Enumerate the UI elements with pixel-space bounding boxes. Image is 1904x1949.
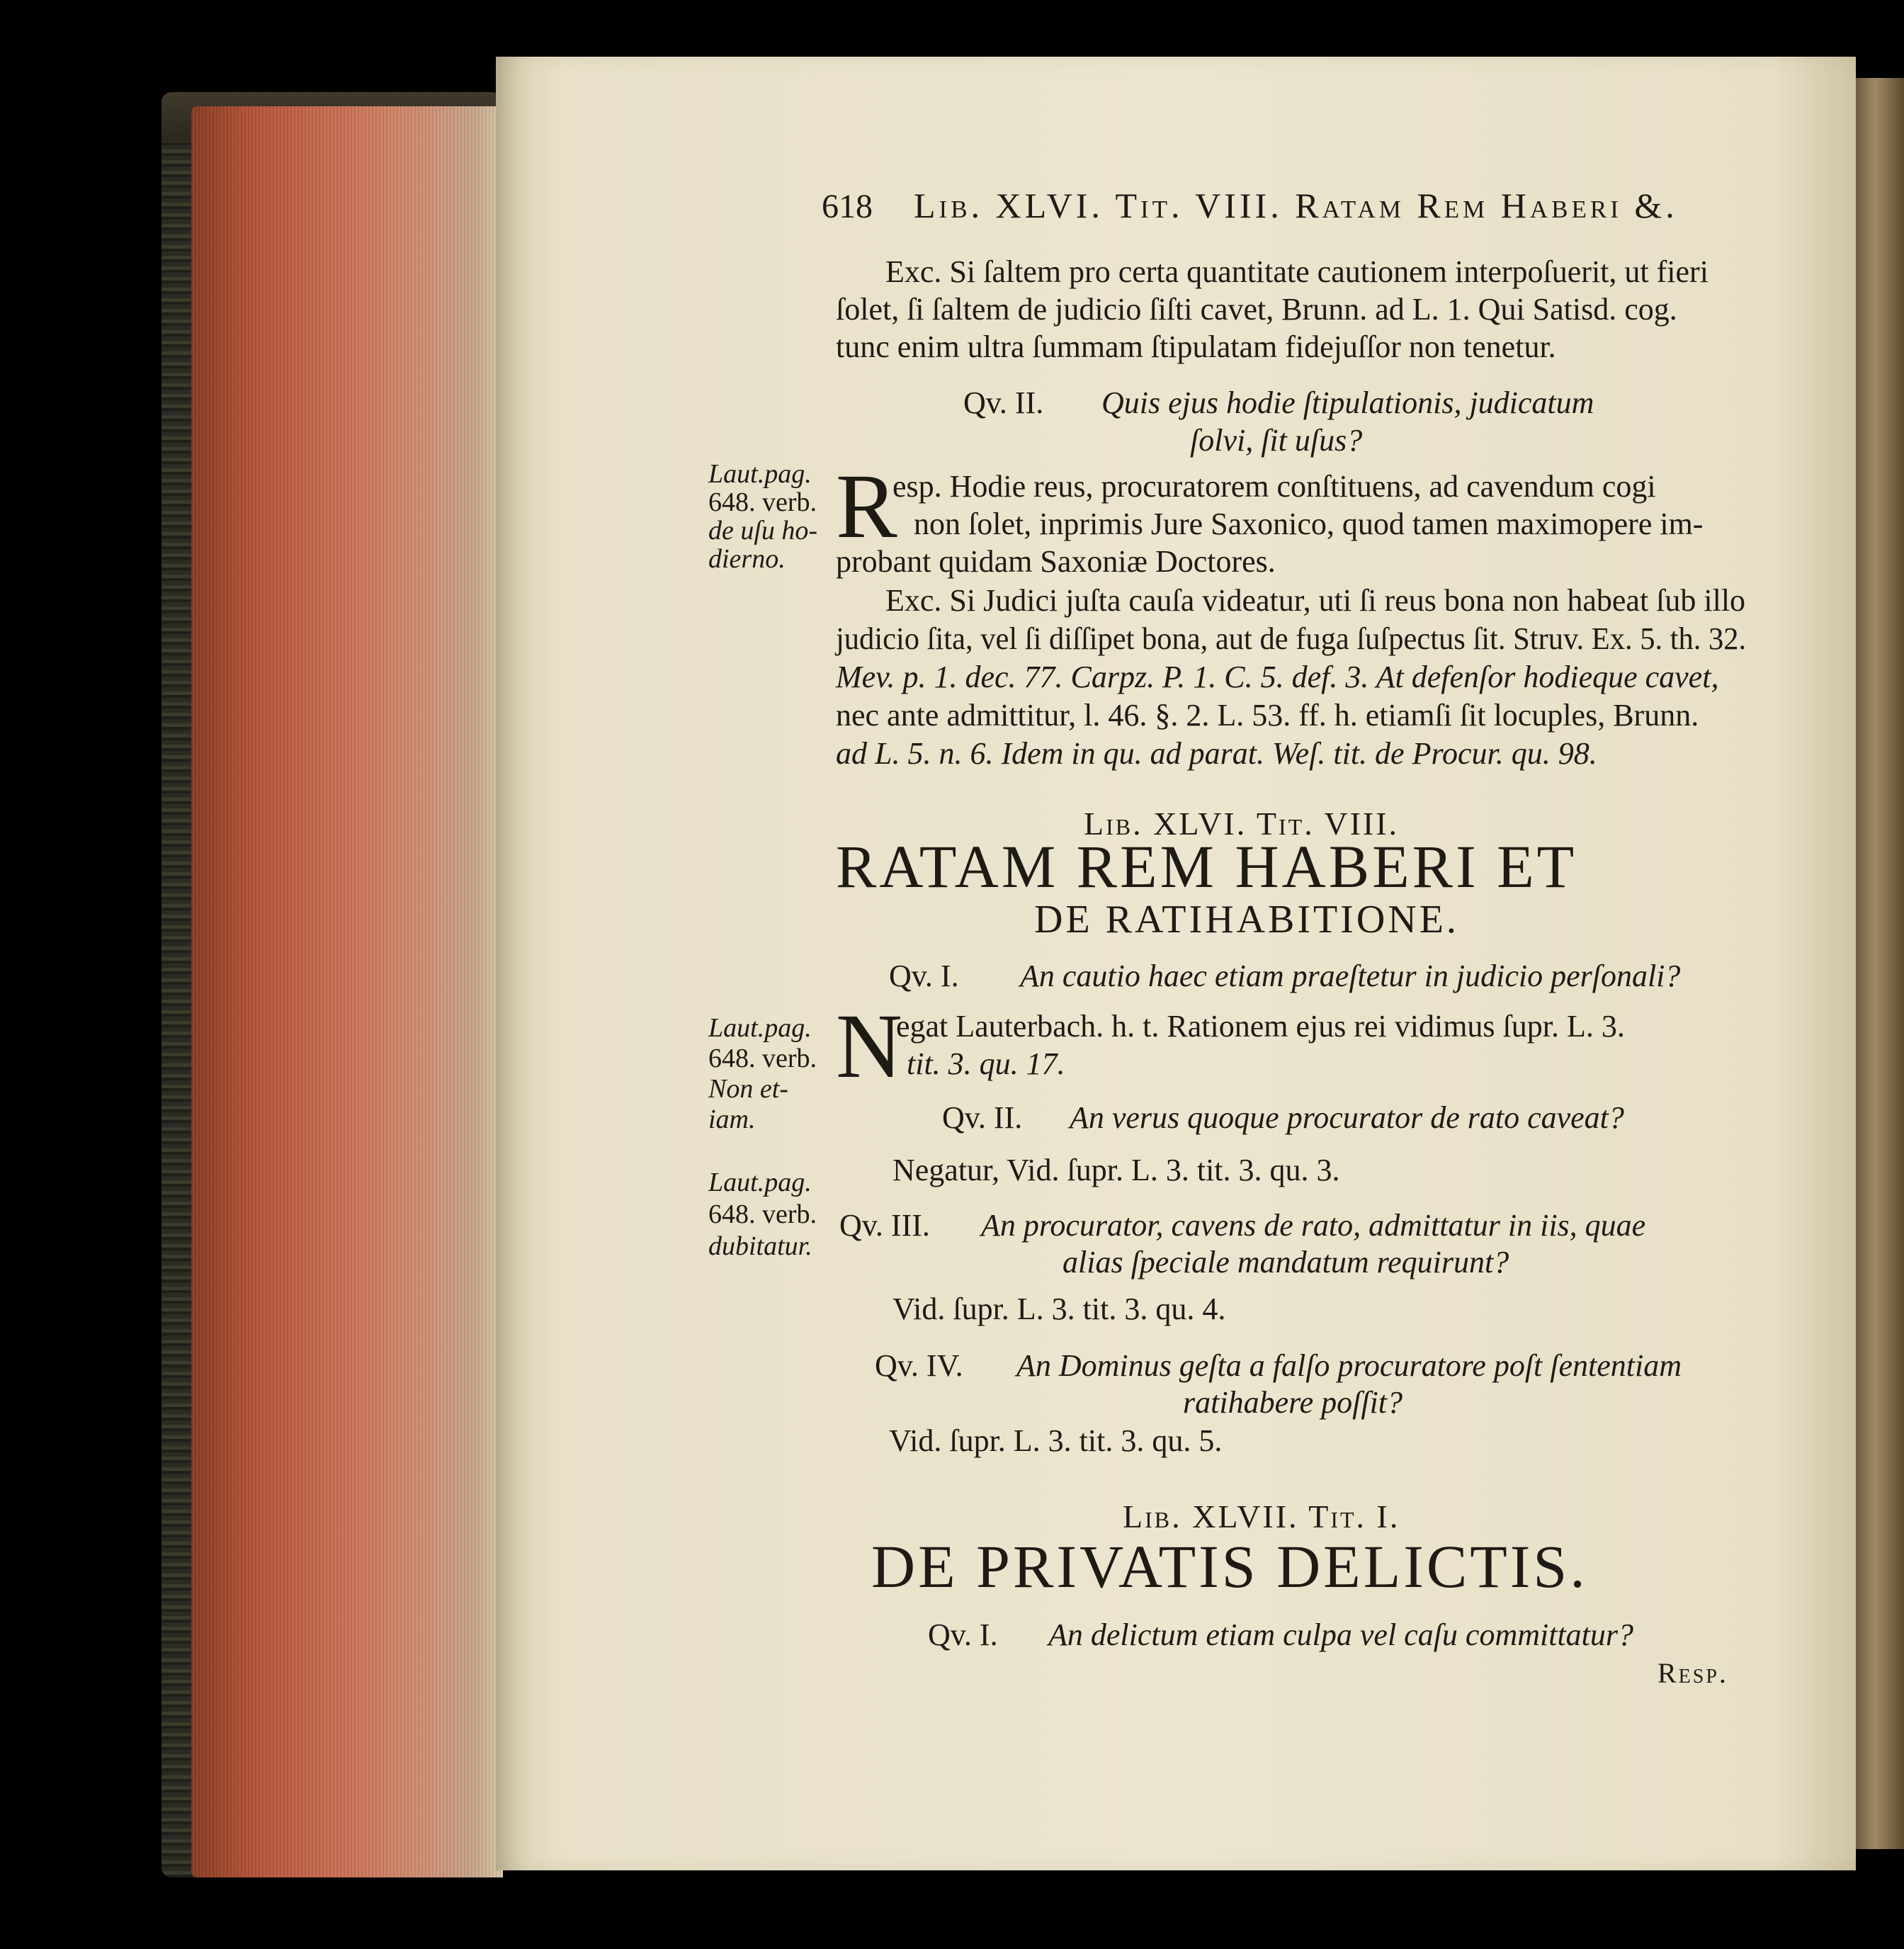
margin-note-1-line-4: dierno. — [708, 544, 786, 574]
s2-q2-label: Qv. II. — [942, 1100, 1023, 1135]
s2-q4-text-1: An Dominus geſta a falſo procuratore poſt ſententiam — [1016, 1348, 1682, 1383]
negatur-line: Negatur, Vid. ſupr. L. 3. tit. 3. qu. 3. — [892, 1153, 1340, 1187]
section3-lib-tit: Lib. XLVII. Tit. I. — [1123, 1498, 1400, 1535]
section3-title: DE PRIVATIS DELICTIS. — [871, 1532, 1588, 1600]
s2-q3-text-2: alias ſpeciale mandatum requirunt? — [1062, 1245, 1509, 1279]
margin-note-1-line-3: de uſu ho- — [708, 516, 818, 546]
section2-title-line-1: RATAM REM HABERI ET — [836, 832, 1577, 900]
section2-lib-tit: Lib. XLVI. Tit. VIII. — [1084, 806, 1400, 842]
exc2-line-1: Exc. Si Judici juſta cauſa videatur, uti ſi reus bona non habeat ſub illo — [885, 583, 1746, 618]
resp-line-1: esp. Hodie reus, procuratorem conſtituens, ad cavendum cogi — [892, 469, 1656, 504]
exc1-line-2: ſolet, ſi ſaltem de judicio ſiſti cavet, Brunn. ad L. 1. Qui Satisd. cog. — [836, 292, 1677, 327]
vid-4: Vid. ſupr. L. 3. tit. 3. qu. 5. — [889, 1423, 1223, 1458]
margin-note-2-line-1: Laut.pag. — [708, 1013, 812, 1043]
s2-q1-label: Qv. I. — [889, 959, 959, 993]
s2-q3-label: Qv. III. — [839, 1208, 930, 1243]
margin-note-2-line-2: 648. verb. — [708, 1044, 817, 1073]
resp-line-3: probant quidam Saxoniæ Doctores. — [836, 544, 1276, 579]
exc2-line-4: nec ante admittitur, l. 46. §. 2. L. 53. ff. h. etiamſi ſit locuples, Brunn. — [836, 698, 1699, 733]
exc2-line-5: ad L. 5. n. 6. Idem in qu. ad parat. Weſ. tit. de Procur. qu. 98. — [836, 736, 1597, 771]
vid-3: Vid. ſupr. L. 3. tit. 3. qu. 4. — [892, 1292, 1226, 1326]
q2-text-2: ſolvi, ſit uſus? — [1190, 423, 1363, 458]
s3-q1-label: Qv. I. — [928, 1617, 998, 1652]
q2-label: Qv. II. — [963, 385, 1044, 420]
negat-line-1: egat Lauterbach. h. t. Rationem ejus rei vidimus ſupr. L. 3. — [896, 1009, 1625, 1044]
s3-q1-text: An delictum etiam culpa vel caſu committatur? — [1048, 1617, 1634, 1652]
exc1-line-1: Exc. Si ſaltem pro certa quantitate cautionem interpoſuerit, ut fieri — [885, 254, 1708, 289]
drop-cap-n: N — [836, 995, 902, 1097]
negat-line-2: tit. 3. qu. 17. — [907, 1046, 1065, 1081]
running-title: Lib. XLVI. Tit. VIII. Ratam Rem Haberi &. — [914, 186, 1678, 225]
catchword: Resp. — [1658, 1657, 1728, 1689]
page-fore-edge — [191, 106, 503, 1877]
margin-note-3-line-2: 648. verb. — [708, 1199, 817, 1229]
s2-q4-label: Qv. IV. — [875, 1348, 963, 1383]
s2-q3-text-1: An procurator, cavens de rato, admittatur in iis, quae — [981, 1208, 1646, 1243]
margin-note-3-line-3: dubitatur. — [708, 1231, 812, 1261]
facing-page-edge — [1856, 78, 1904, 1849]
s2-q4-text-2: ratihabere poſſit? — [1183, 1385, 1403, 1420]
exc2-line-3: Mev. p. 1. dec. 77. Carpz. P. 1. C. 5. def. 3. At defenſor hodieque cavet, — [836, 660, 1719, 694]
margin-note-1-line-1: Laut.pag. — [708, 459, 812, 489]
section2-title-line-2: DE RATIHABITIONE. — [1034, 898, 1459, 942]
page-number: 618 — [822, 188, 873, 225]
exc2-line-2: judicio ſita, vel ſi diſſipet bona, aut de fuga ſuſpectus ſit. Struv. Ex. 5. th. 32. — [836, 621, 1747, 656]
margin-note-2-line-3: Non et- — [708, 1074, 788, 1104]
s2-q2-text: An verus quoque procurator de rato caveat? — [1070, 1100, 1624, 1135]
margin-note-3-line-1: Laut.pag. — [708, 1168, 812, 1197]
margin-note-2-line-4: iam. — [708, 1105, 756, 1134]
exc1-line-3: tunc enim ultra ſummam ſtipulatam fidejuſſor non tenetur. — [836, 329, 1556, 364]
s2-q1-text: An cautio haec etiam praeſtetur in judicio perſonali? — [1020, 959, 1681, 993]
drop-cap-r: R — [836, 456, 897, 558]
margin-note-1-line-2: 648. verb. — [708, 487, 817, 517]
resp-line-2: non ſolet, inprimis Jure Saxonico, quod tamen maximopere im- — [914, 507, 1704, 541]
q2-text-1: Quis ejus hodie ſtipulationis, judicatum — [1101, 385, 1594, 420]
